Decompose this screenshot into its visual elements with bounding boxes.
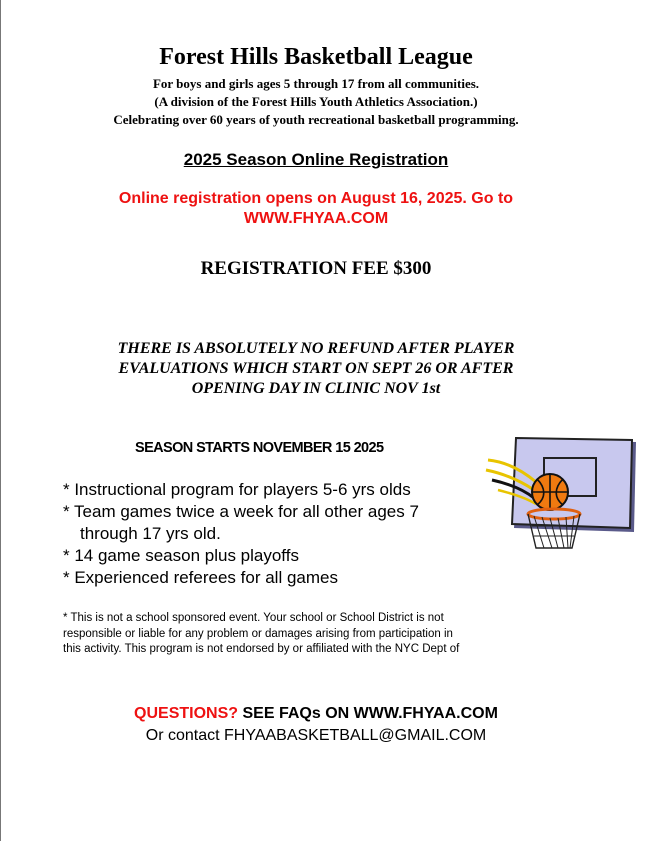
season-heading xyxy=(0,150,632,170)
refund-line-3: OPENING DAY IN CLINIC NOV 1st xyxy=(191,380,441,397)
subtitle-line-2: (A division of the Forest Hills Youth Athletics Association.) xyxy=(154,94,478,109)
disclaimer-line-1: * This is not a school sponsored event. Your school or School District is not xyxy=(63,612,444,624)
bullet-team-games: * Team games twice a week for all other ages 7 xyxy=(63,502,419,521)
bullet-team-games-cont: through 17 yrs old. xyxy=(80,524,221,543)
subtitle-line-1: For boys and girls ages 5 through 17 from all communities. xyxy=(152,76,480,91)
questions-label: QUESTIONS? xyxy=(134,705,239,722)
bullet-referees: * Experienced referees for all games xyxy=(63,568,338,587)
disclaimer-line-3: this activity. This program is not endorsed by or affiliated with the NYC Dept of xyxy=(63,643,460,655)
basketball-hoop-icon xyxy=(484,436,640,560)
questions-line xyxy=(0,705,632,723)
questions-faq-link[interactable]: SEE FAQs ON WWW.FHYAA.COM xyxy=(238,705,498,722)
subtitle-line-3: Celebrating over 60 years of youth recreational basketball programming. xyxy=(113,112,519,127)
bullet-game-season: * 14 game season plus playoffs xyxy=(63,546,299,565)
refund-line-2: EVALUATIONS WHICH START ON SEPT 26 OR AFTER xyxy=(118,360,514,377)
disclaimer-line-2: responsible or liable for any problem or damages arising from participation in xyxy=(63,628,453,640)
registration-open-link[interactable]: WWW.FHYAA.COM xyxy=(243,210,389,227)
basketball-seams xyxy=(532,474,568,510)
contact-email[interactable]: Or contact FHYAABASKETBALL@GMAIL.COM xyxy=(145,727,487,744)
season-starts: SEASON STARTS NOVEMBER 15 2025 xyxy=(135,440,384,456)
registration-open-line-1: Online registration opens on August 16, 2025. Go to xyxy=(118,190,514,207)
season-heading-text: 2025 Season Online Registration xyxy=(183,150,449,169)
league-title: Forest Hills Basketball League xyxy=(159,44,473,70)
bullet-instructional: * Instructional program for players 5-6 yrs olds xyxy=(63,480,411,499)
refund-line-1: THERE IS ABSOLUTELY NO REFUND AFTER PLAYER xyxy=(117,340,515,357)
registration-fee: REGISTRATION FEE $300 xyxy=(200,258,432,279)
